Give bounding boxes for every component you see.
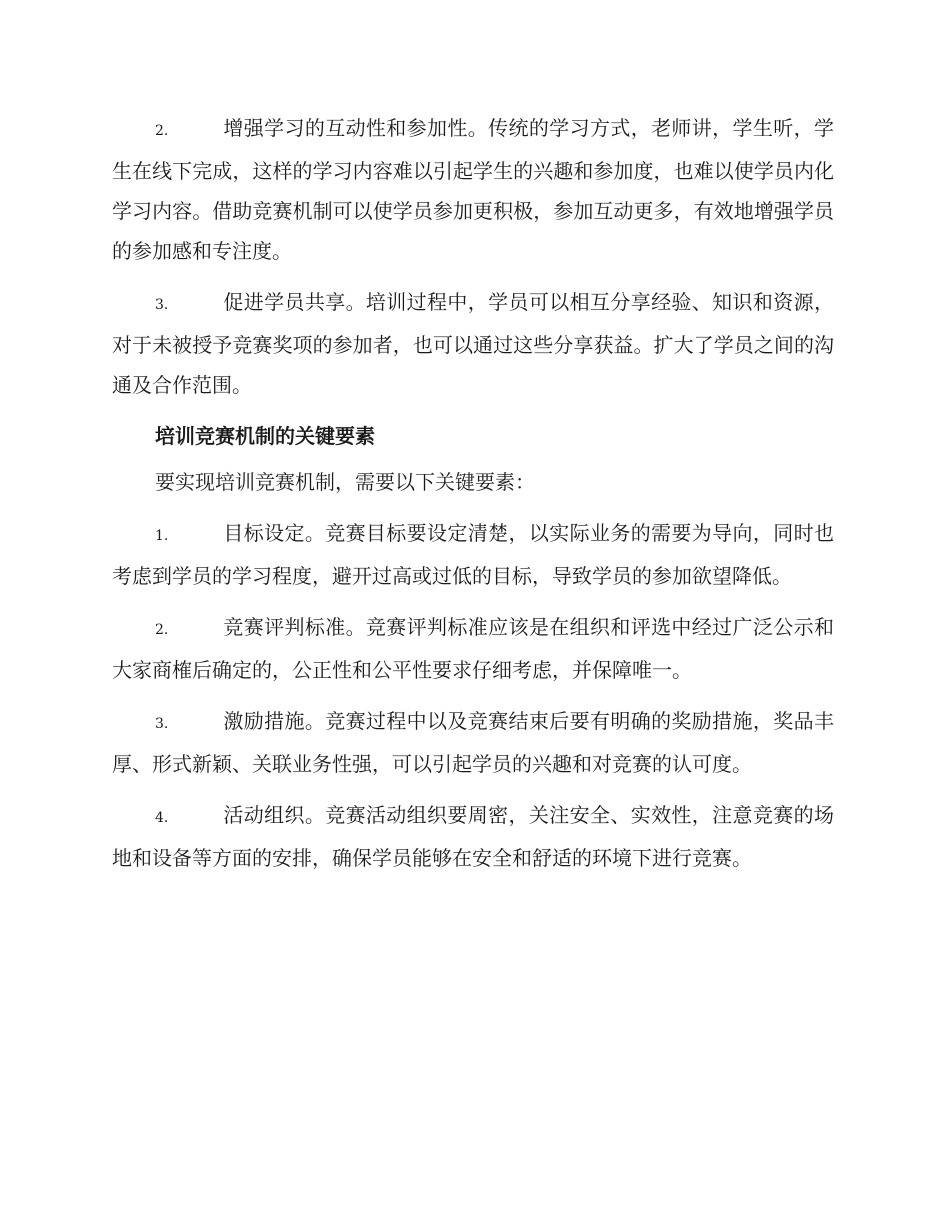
paragraph-text: 目标设定。竞赛目标要设定清楚，以实际业务的需要为导向，同时也考虑到学员的学习程度，避开过高或过低的目标，导致学员的参加欲望降低。: [112, 521, 834, 588]
item-number: 2.: [155, 123, 169, 139]
paragraph-text: 竞赛评判标准。竞赛评判标准应该是在组织和评选中经过广泛公示和大家商榷后确定的，公正性和公平性要求仔细考虑，并保障唯一。: [112, 615, 834, 682]
item-number: 3.: [155, 716, 169, 732]
numbered-paragraph: [112, 701, 834, 784]
numbered-paragraph: [112, 108, 834, 271]
paragraph-text: 促进学员共享。培训过程中，学员可以相互分享经验、知识和资源，对于未被授予竞赛奖项的参加者，也可以通过这些分享获益。扩大了学员之间的沟通及合作范围。: [112, 290, 834, 397]
numbered-paragraph: [112, 513, 834, 596]
item-number: 1.: [155, 528, 169, 544]
paragraph-text: 激励措施。竞赛过程中以及竞赛结束后要有明确的奖励措施，奖品丰厚、形式新颖、关联业务性强，可以引起学员的兴趣和对竞赛的认可度。: [112, 709, 834, 776]
paragraph-text: 活动组织。竞赛活动组织要周密，关注安全、实效性，注意竞赛的场地和设备等方面的安排，确保学员能够在安全和舒适的环境下进行竞赛。: [112, 803, 834, 870]
item-number: 2.: [155, 622, 169, 638]
section-heading: 培训竞赛机制的关键要素: [155, 424, 375, 448]
intro-paragraph: 要实现培训竞赛机制，需要以下关键要素：: [155, 470, 535, 494]
document-page: [112, 108, 834, 889]
item-number: 3.: [155, 297, 169, 313]
item-number: 4.: [155, 810, 169, 826]
paragraph-text: 增强学习的互动性和参加性。传统的学习方式，老师讲，学生听，学生在线下完成，这样的学习内容难以引起学生的兴趣和参加度，也难以使学员内化学习内容。借助竞赛机制可以使学员参加更积极，参加互动更多，有效地增强学员的参加感和专注度。: [112, 116, 834, 263]
numbered-paragraph: [112, 282, 834, 405]
numbered-paragraph: [112, 795, 834, 878]
numbered-paragraph: [112, 607, 834, 690]
